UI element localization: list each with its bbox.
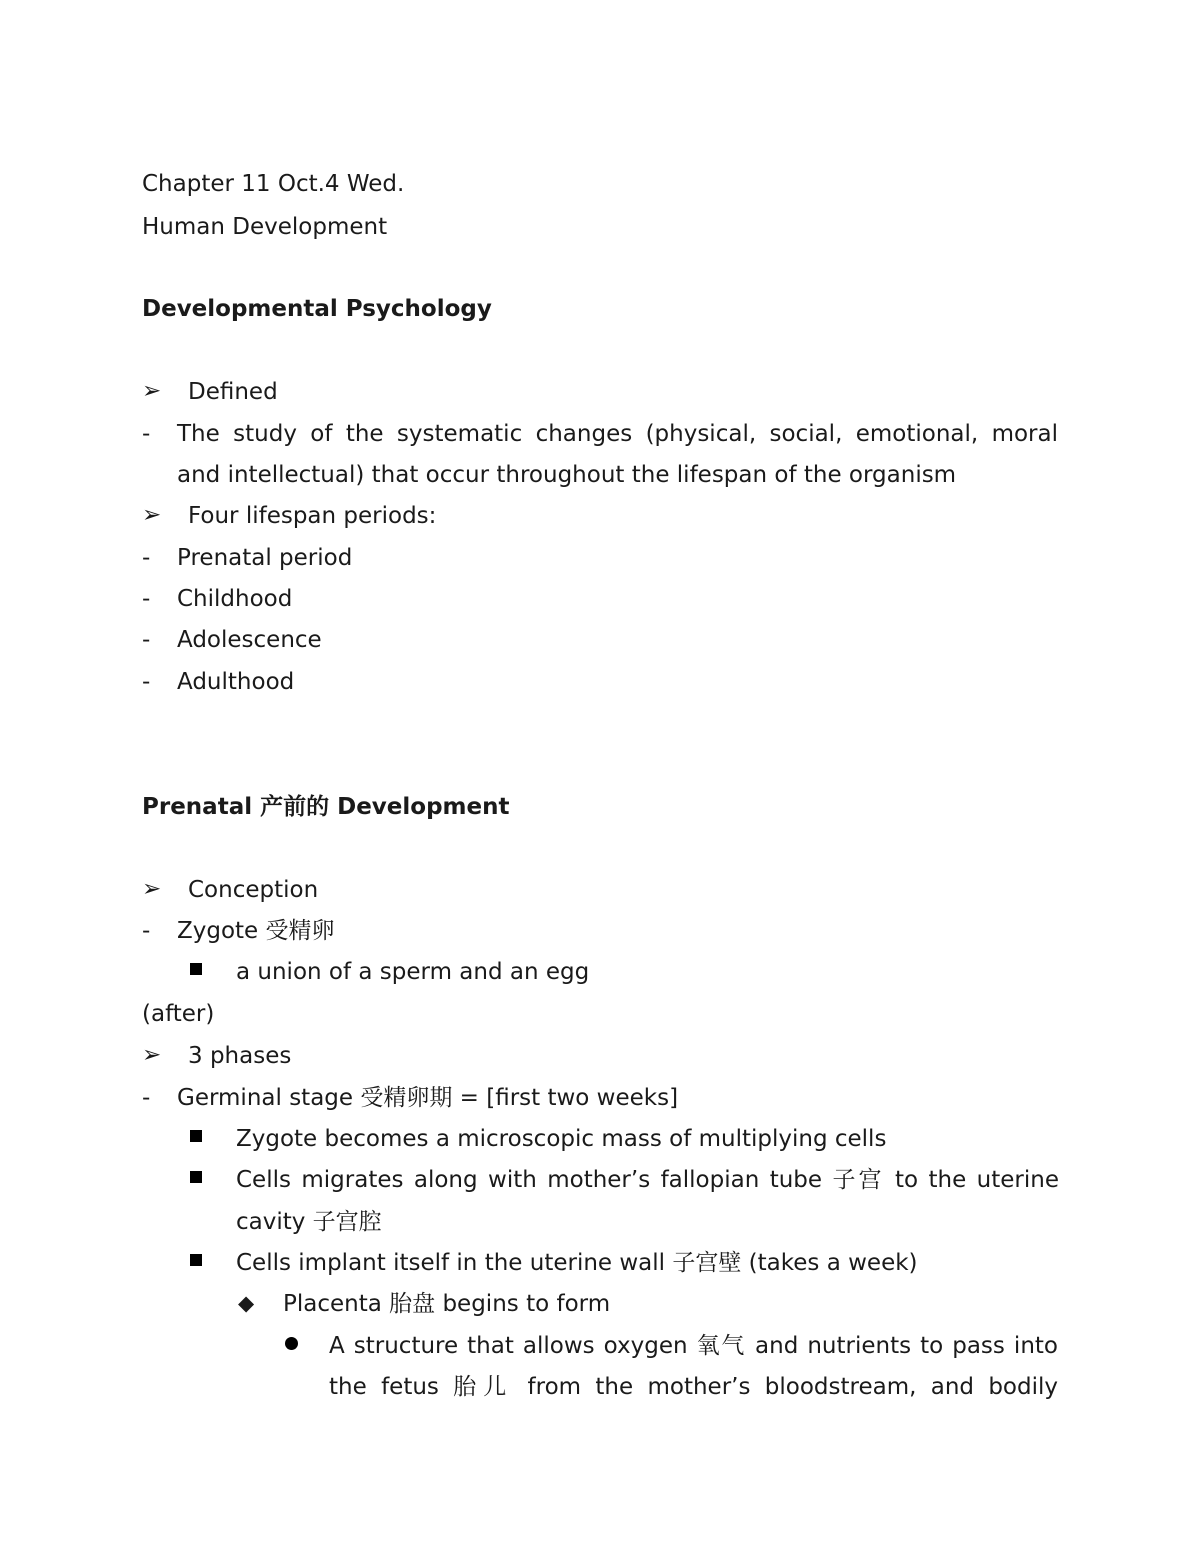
- germinal-point-2-line-1: Cells migrates along with mother’s fallopian tube 子宫 to the uterine: [236, 1167, 1059, 1193]
- placenta-definition-line-2: the fetus 胎儿 from the mother’s bloodstream, and bodily: [329, 1374, 1058, 1400]
- section-heading-developmental-psychology: Developmental Psychology: [142, 296, 492, 322]
- zygote-item: Zygote 受精卵: [177, 918, 335, 944]
- period-item: Adolescence: [177, 627, 322, 653]
- arrow-bullet-icon: ➢: [142, 378, 162, 404]
- arrow-bullet-icon: ➢: [142, 502, 162, 528]
- dash-bullet-icon: -: [142, 1085, 151, 1111]
- chapter-line: Chapter 11 Oct.4 Wed.: [142, 171, 405, 197]
- definition-line-2: and intellectual) that occur throughout the lifespan of the organism: [177, 462, 957, 488]
- square-bullet-icon: [190, 1130, 202, 1142]
- zygote-definition: a union of a sperm and an egg: [236, 959, 590, 985]
- placenta-definition-line-1: A structure that allows oxygen 氧气 and nutrients to pass into: [329, 1333, 1058, 1359]
- dash-bullet-icon: -: [142, 669, 151, 695]
- diamond-bullet-icon: ◆: [238, 1291, 255, 1315]
- conception-label: Conception: [188, 877, 319, 903]
- square-bullet-icon: [190, 1254, 202, 1266]
- section-heading-prenatal-development: Prenatal 产前的 Development: [142, 794, 510, 820]
- germinal-point-3: Cells implant itself in the uterine wall 子宫壁 (takes a week): [236, 1250, 918, 1276]
- germinal-point-2-line-2: cavity 子宫腔: [236, 1209, 382, 1235]
- dash-bullet-icon: -: [142, 918, 151, 944]
- square-bullet-icon: [190, 963, 202, 975]
- topic-line: Human Development: [142, 214, 388, 240]
- placenta-item: Placenta 胎盘 begins to form: [283, 1291, 611, 1317]
- arrow-bullet-icon: ➢: [142, 1042, 162, 1068]
- phases-label: 3 phases: [188, 1043, 292, 1069]
- dash-bullet-icon: -: [142, 545, 151, 571]
- definition-line-1: The study of the systematic changes (physical, social, emotional, moral: [177, 421, 1058, 447]
- circle-bullet-icon: [285, 1337, 298, 1350]
- arrow-bullet-icon: ➢: [142, 876, 162, 902]
- dash-bullet-icon: -: [142, 421, 151, 447]
- period-item: Childhood: [177, 586, 293, 612]
- square-bullet-icon: [190, 1171, 202, 1183]
- period-item: Adulthood: [177, 669, 295, 695]
- germinal-point-1: Zygote becomes a microscopic mass of multiplying cells: [236, 1126, 887, 1152]
- germinal-stage-item: Germinal stage 受精卵期 = [first two weeks]: [177, 1085, 679, 1111]
- defined-label: Defined: [188, 379, 278, 405]
- after-note: (after): [142, 1001, 215, 1027]
- lifespan-periods-label: Four lifespan periods:: [188, 503, 437, 529]
- period-item: Prenatal period: [177, 545, 353, 571]
- dash-bullet-icon: -: [142, 586, 151, 612]
- dash-bullet-icon: -: [142, 627, 151, 653]
